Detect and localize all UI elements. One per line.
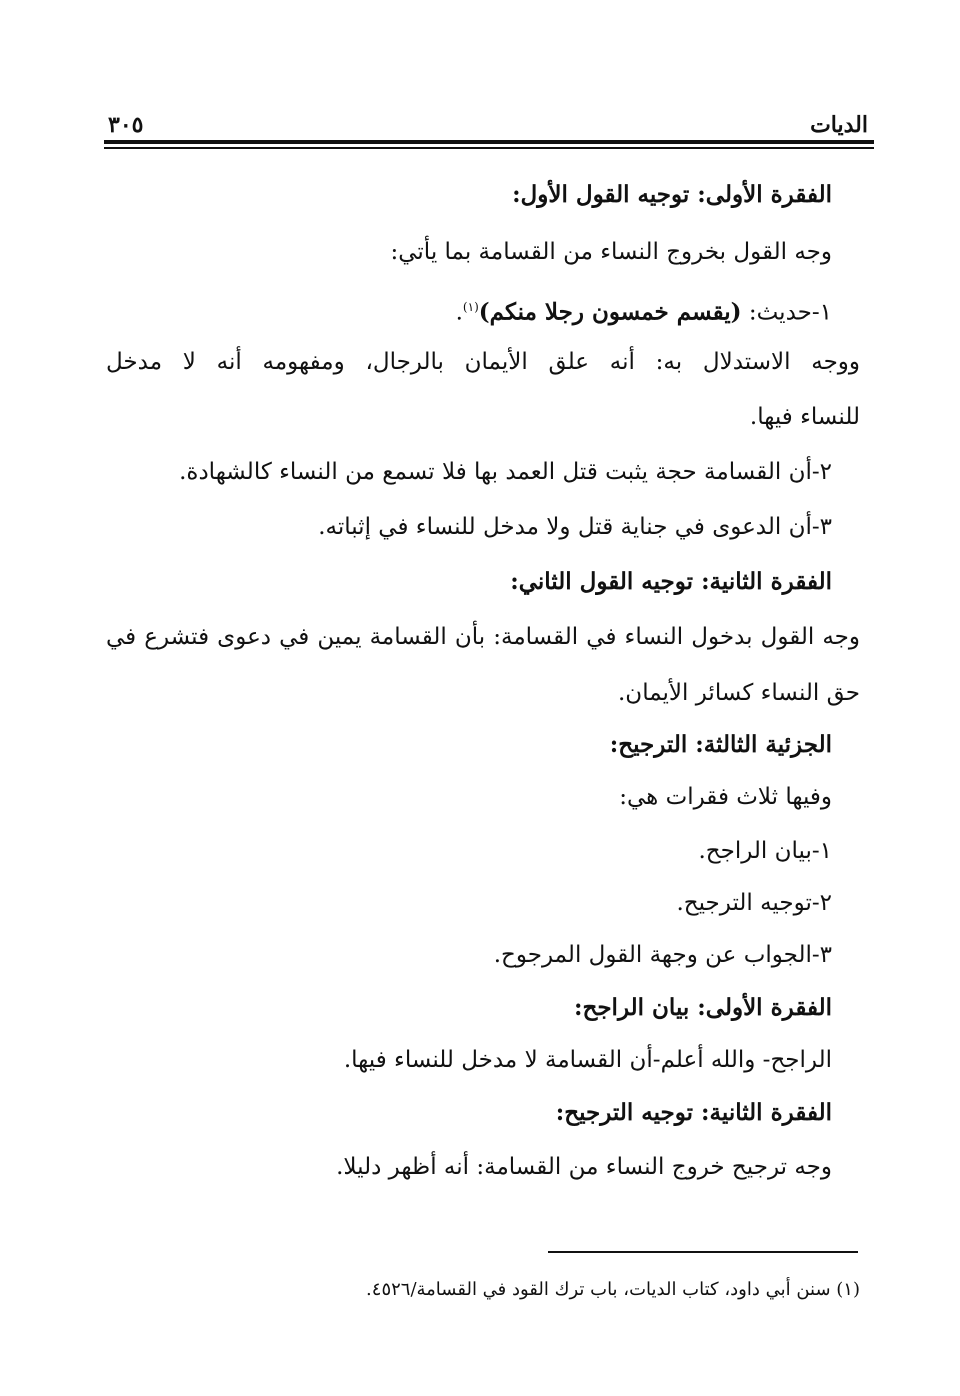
header-rule-thick xyxy=(104,140,874,144)
hadith-line xyxy=(456,292,832,328)
paragraph-line: وجه القول بدخول النساء في القسامة: بأن القسامة يمين في دعوى فتشرع في xyxy=(106,624,860,650)
footnote: (١) سنن أبي داود، كتاب الديات، باب ترك القود في القسامة/٤٥٢٦. xyxy=(366,1279,860,1300)
section-heading-1: الفقرة الأولى: توجيه القول الأول: xyxy=(512,181,832,208)
footnote-marker: (١) xyxy=(462,300,479,314)
footnote-separator xyxy=(548,1251,858,1253)
page-header xyxy=(104,100,874,140)
paragraph-line: وفيها ثلاث فقرات هي: xyxy=(619,784,832,810)
paragraph-line: حق النساء كسائر الأيمان. xyxy=(618,680,860,706)
section-heading-3: الجزئية الثالثة: الترجيح: xyxy=(609,731,832,758)
paragraph-line: ووجه الاستدلال به: أنه علق الأيمان بالرجال، ومفهومه أنه لا مدخل xyxy=(106,349,860,375)
page-number: ٣٠٥ xyxy=(108,112,144,138)
paragraph-line: الراجح- والله أعلم-أن القسامة لا مدخل للنساء فيها. xyxy=(343,1047,832,1073)
list-item: ٣-أن الدعوى في جناية قتل ولا مدخل للنساء في إثباته. xyxy=(318,514,832,540)
paragraph-line: وجه القول بخروج النساء من القسامة بما يأتي: xyxy=(390,239,832,265)
hadith-period: . xyxy=(455,299,463,326)
list-item: ٣-الجواب عن وجهة القول المرجوح. xyxy=(493,942,832,968)
hadith-text: (يقسم خمسون رجلا منكم) xyxy=(478,298,742,326)
list-item: ٢-أن القسامة حجة يثبت قتل العمد بها فلا تسمع من النساء كالشهادة. xyxy=(179,459,832,485)
list-item: ١-بيان الراجح. xyxy=(698,838,832,864)
section-heading-5: الفقرة الثانية: توجيه الترجيح: xyxy=(555,1099,832,1126)
paragraph-line: للنساء فيها. xyxy=(749,404,860,430)
paragraph-line: وجه ترجيح خروج النساء من القسامة: أنه أظهر دليلا. xyxy=(336,1154,832,1180)
header-rule-thin xyxy=(104,147,874,149)
hadith-prefix: ١-حديث: xyxy=(741,299,832,326)
section-heading-2: الفقرة الثانية: توجيه القول الثاني: xyxy=(510,568,832,595)
list-item: ٢-توجيه الترجيح. xyxy=(676,890,832,916)
chapter-title: الديات xyxy=(810,112,868,138)
section-heading-4: الفقرة الأولى: بيان الراجح: xyxy=(574,994,832,1021)
